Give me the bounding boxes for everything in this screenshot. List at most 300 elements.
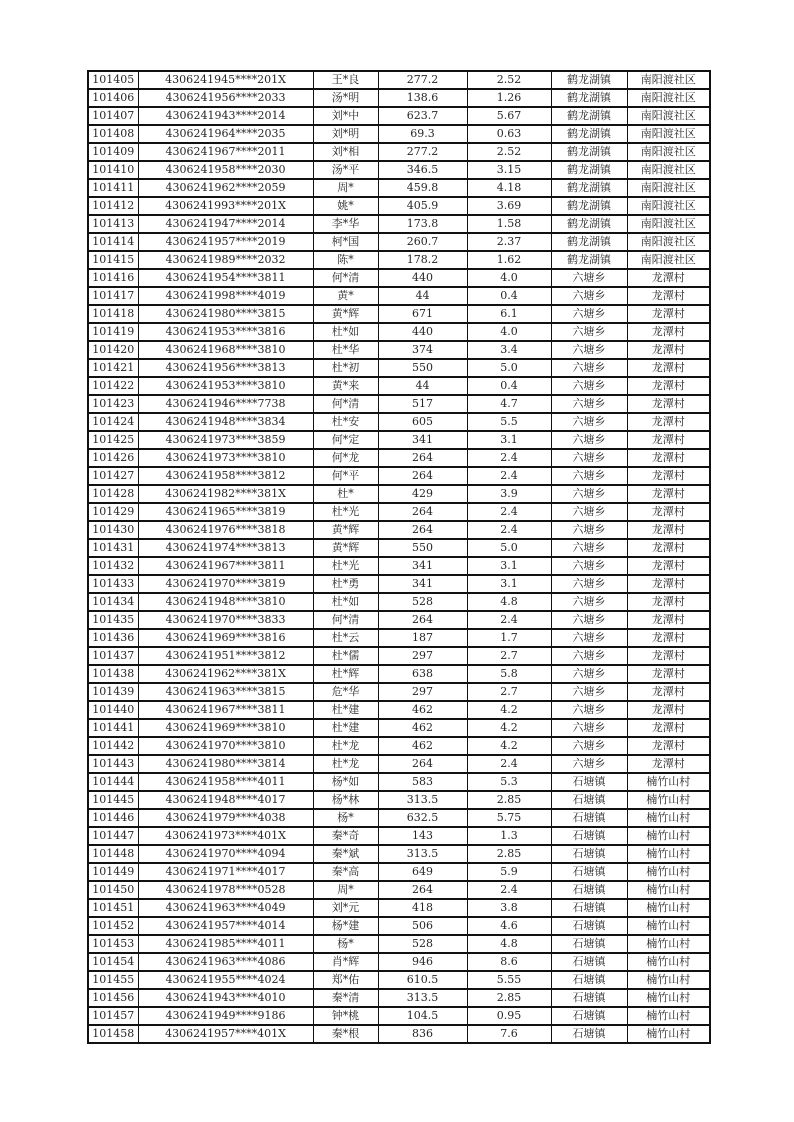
cell-town: 六塘乡 bbox=[551, 413, 627, 431]
cell-village: 龙潭村 bbox=[627, 449, 710, 467]
table-row bbox=[88, 467, 710, 485]
cell-name-masked: 杜*如 bbox=[313, 593, 378, 611]
table-row bbox=[88, 773, 710, 791]
cell-serial-number: 101411 bbox=[88, 179, 138, 197]
cell-village: 龙潭村 bbox=[627, 737, 710, 755]
cell-village: 南阳渡社区 bbox=[627, 215, 710, 233]
cell-amount: 517 bbox=[378, 395, 467, 413]
cell-town: 六塘乡 bbox=[551, 575, 627, 593]
cell-id-number-masked: 4306241956****3813 bbox=[138, 359, 313, 377]
table-row bbox=[88, 755, 710, 773]
cell-name-masked: 黄*辉 bbox=[313, 305, 378, 323]
cell-id-number-masked: 4306241951****3812 bbox=[138, 647, 313, 665]
cell-id-number-masked: 4306241976****3818 bbox=[138, 521, 313, 539]
cell-serial-number: 101419 bbox=[88, 323, 138, 341]
cell-village: 龙潭村 bbox=[627, 413, 710, 431]
table-row bbox=[88, 719, 710, 737]
cell-serial-number: 101407 bbox=[88, 107, 138, 125]
cell-name-masked: 杜*安 bbox=[313, 413, 378, 431]
cell-town: 鹤龙湖镇 bbox=[551, 251, 627, 269]
cell-town: 六塘乡 bbox=[551, 323, 627, 341]
cell-village: 南阳渡社区 bbox=[627, 179, 710, 197]
cell-id-number-masked: 4306241953****3810 bbox=[138, 377, 313, 395]
cell-town: 石塘镇 bbox=[551, 1025, 627, 1043]
cell-amount: 459.8 bbox=[378, 179, 467, 197]
cell-town: 石塘镇 bbox=[551, 917, 627, 935]
cell-area: 4.2 bbox=[467, 719, 551, 737]
cell-town: 六塘乡 bbox=[551, 737, 627, 755]
table-row bbox=[88, 971, 710, 989]
subsidy-roster-table bbox=[87, 70, 711, 1044]
cell-serial-number: 101431 bbox=[88, 539, 138, 557]
cell-area: 2.4 bbox=[467, 449, 551, 467]
cell-village: 南阳渡社区 bbox=[627, 107, 710, 125]
cell-area: 2.4 bbox=[467, 755, 551, 773]
cell-area: 5.0 bbox=[467, 539, 551, 557]
cell-area: 5.8 bbox=[467, 665, 551, 683]
table-row bbox=[88, 71, 710, 89]
cell-serial-number: 101425 bbox=[88, 431, 138, 449]
cell-name-masked: 黄* bbox=[313, 287, 378, 305]
cell-area: 0.4 bbox=[467, 377, 551, 395]
cell-village: 龙潭村 bbox=[627, 521, 710, 539]
cell-town: 石塘镇 bbox=[551, 809, 627, 827]
cell-name-masked: 刘*明 bbox=[313, 125, 378, 143]
cell-area: 4.2 bbox=[467, 737, 551, 755]
cell-amount: 528 bbox=[378, 935, 467, 953]
table-row bbox=[88, 1007, 710, 1025]
table-row bbox=[88, 863, 710, 881]
cell-serial-number: 101454 bbox=[88, 953, 138, 971]
cell-serial-number: 101439 bbox=[88, 683, 138, 701]
cell-town: 六塘乡 bbox=[551, 395, 627, 413]
cell-amount: 836 bbox=[378, 1025, 467, 1043]
cell-id-number-masked: 4306241998****4019 bbox=[138, 287, 313, 305]
cell-area: 2.85 bbox=[467, 989, 551, 1007]
cell-village: 龙潭村 bbox=[627, 755, 710, 773]
cell-name-masked: 王*良 bbox=[313, 71, 378, 89]
cell-name-masked: 姚* bbox=[313, 197, 378, 215]
cell-amount: 605 bbox=[378, 413, 467, 431]
cell-area: 2.7 bbox=[467, 647, 551, 665]
cell-town: 石塘镇 bbox=[551, 935, 627, 953]
cell-name-masked: 杜*辉 bbox=[313, 665, 378, 683]
cell-amount: 623.7 bbox=[378, 107, 467, 125]
table-row bbox=[88, 269, 710, 287]
cell-serial-number: 101423 bbox=[88, 395, 138, 413]
cell-id-number-masked: 4306241947****2014 bbox=[138, 215, 313, 233]
cell-id-number-masked: 4306241971****4017 bbox=[138, 863, 313, 881]
cell-name-masked: 杨*建 bbox=[313, 917, 378, 935]
cell-id-number-masked: 4306241957****401X bbox=[138, 1025, 313, 1043]
cell-id-number-masked: 4306241945****201X bbox=[138, 71, 313, 89]
cell-village: 龙潭村 bbox=[627, 305, 710, 323]
cell-serial-number: 101443 bbox=[88, 755, 138, 773]
cell-town: 石塘镇 bbox=[551, 1007, 627, 1025]
cell-name-masked: 杜*初 bbox=[313, 359, 378, 377]
cell-serial-number: 101446 bbox=[88, 809, 138, 827]
cell-serial-number: 101413 bbox=[88, 215, 138, 233]
cell-town: 石塘镇 bbox=[551, 971, 627, 989]
cell-name-masked: 周* bbox=[313, 179, 378, 197]
cell-amount: 104.5 bbox=[378, 1007, 467, 1025]
cell-amount: 297 bbox=[378, 647, 467, 665]
cell-area: 2.4 bbox=[467, 611, 551, 629]
cell-name-masked: 杜*建 bbox=[313, 719, 378, 737]
cell-name-masked: 秦*高 bbox=[313, 863, 378, 881]
cell-id-number-masked: 4306241967****3811 bbox=[138, 701, 313, 719]
cell-serial-number: 101420 bbox=[88, 341, 138, 359]
cell-serial-number: 101441 bbox=[88, 719, 138, 737]
cell-serial-number: 101433 bbox=[88, 575, 138, 593]
cell-amount: 138.6 bbox=[378, 89, 467, 107]
cell-town: 鹤龙湖镇 bbox=[551, 89, 627, 107]
cell-id-number-masked: 4306241964****2035 bbox=[138, 125, 313, 143]
cell-id-number-masked: 4306241957****2019 bbox=[138, 233, 313, 251]
cell-area: 3.4 bbox=[467, 341, 551, 359]
cell-name-masked: 黄*辉 bbox=[313, 539, 378, 557]
cell-village: 南阳渡社区 bbox=[627, 233, 710, 251]
cell-name-masked: 杜*如 bbox=[313, 323, 378, 341]
table-row bbox=[88, 683, 710, 701]
table-row bbox=[88, 935, 710, 953]
cell-town: 鹤龙湖镇 bbox=[551, 215, 627, 233]
cell-id-number-masked: 4306241970****3833 bbox=[138, 611, 313, 629]
cell-serial-number: 101416 bbox=[88, 269, 138, 287]
cell-town: 六塘乡 bbox=[551, 521, 627, 539]
cell-id-number-masked: 4306241967****2011 bbox=[138, 143, 313, 161]
cell-village: 龙潭村 bbox=[627, 575, 710, 593]
table-row bbox=[88, 809, 710, 827]
cell-village: 龙潭村 bbox=[627, 557, 710, 575]
cell-town: 六塘乡 bbox=[551, 539, 627, 557]
cell-area: 5.75 bbox=[467, 809, 551, 827]
cell-area: 2.4 bbox=[467, 467, 551, 485]
table-row bbox=[88, 647, 710, 665]
cell-id-number-masked: 4306241970****4094 bbox=[138, 845, 313, 863]
cell-name-masked: 何*清 bbox=[313, 611, 378, 629]
table-row bbox=[88, 107, 710, 125]
cell-amount: 632.5 bbox=[378, 809, 467, 827]
cell-town: 六塘乡 bbox=[551, 683, 627, 701]
cell-serial-number: 101434 bbox=[88, 593, 138, 611]
table-row bbox=[88, 197, 710, 215]
table-row bbox=[88, 287, 710, 305]
cell-amount: 610.5 bbox=[378, 971, 467, 989]
cell-town: 鹤龙湖镇 bbox=[551, 125, 627, 143]
cell-name-masked: 秦*清 bbox=[313, 989, 378, 1007]
cell-id-number-masked: 4306241956****2033 bbox=[138, 89, 313, 107]
cell-id-number-masked: 4306241958****3812 bbox=[138, 467, 313, 485]
cell-serial-number: 101429 bbox=[88, 503, 138, 521]
table-row bbox=[88, 251, 710, 269]
cell-amount: 277.2 bbox=[378, 143, 467, 161]
cell-name-masked: 杜*建 bbox=[313, 701, 378, 719]
cell-amount: 264 bbox=[378, 881, 467, 899]
cell-town: 六塘乡 bbox=[551, 755, 627, 773]
cell-town: 六塘乡 bbox=[551, 287, 627, 305]
cell-serial-number: 101408 bbox=[88, 125, 138, 143]
cell-amount: 264 bbox=[378, 755, 467, 773]
cell-name-masked: 陈* bbox=[313, 251, 378, 269]
cell-village: 南阳渡社区 bbox=[627, 143, 710, 161]
cell-village: 龙潭村 bbox=[627, 269, 710, 287]
cell-amount: 173.8 bbox=[378, 215, 467, 233]
cell-serial-number: 101422 bbox=[88, 377, 138, 395]
table-row bbox=[88, 575, 710, 593]
table-row bbox=[88, 539, 710, 557]
cell-town: 鹤龙湖镇 bbox=[551, 179, 627, 197]
cell-area: 1.26 bbox=[467, 89, 551, 107]
cell-amount: 462 bbox=[378, 701, 467, 719]
cell-town: 鹤龙湖镇 bbox=[551, 197, 627, 215]
cell-name-masked: 刘*相 bbox=[313, 143, 378, 161]
cell-id-number-masked: 4306241963****4086 bbox=[138, 953, 313, 971]
cell-amount: 260.7 bbox=[378, 233, 467, 251]
cell-id-number-masked: 4306241948****3834 bbox=[138, 413, 313, 431]
table-row bbox=[88, 557, 710, 575]
cell-name-masked: 杜*华 bbox=[313, 341, 378, 359]
cell-name-masked: 何*定 bbox=[313, 431, 378, 449]
cell-name-masked: 杜*光 bbox=[313, 503, 378, 521]
cell-serial-number: 101451 bbox=[88, 899, 138, 917]
cell-village: 龙潭村 bbox=[627, 665, 710, 683]
table-row bbox=[88, 215, 710, 233]
cell-amount: 374 bbox=[378, 341, 467, 359]
cell-area: 0.4 bbox=[467, 287, 551, 305]
table-row bbox=[88, 305, 710, 323]
cell-id-number-masked: 4306241978****0528 bbox=[138, 881, 313, 899]
cell-village: 龙潭村 bbox=[627, 359, 710, 377]
table-row bbox=[88, 665, 710, 683]
cell-id-number-masked: 4306241970****3810 bbox=[138, 737, 313, 755]
cell-id-number-masked: 4306241968****3810 bbox=[138, 341, 313, 359]
cell-serial-number: 101435 bbox=[88, 611, 138, 629]
cell-village: 楠竹山村 bbox=[627, 1007, 710, 1025]
cell-town: 六塘乡 bbox=[551, 431, 627, 449]
cell-amount: 264 bbox=[378, 503, 467, 521]
cell-serial-number: 101421 bbox=[88, 359, 138, 377]
cell-village: 龙潭村 bbox=[627, 629, 710, 647]
cell-town: 石塘镇 bbox=[551, 863, 627, 881]
cell-amount: 528 bbox=[378, 593, 467, 611]
cell-name-masked: 郑*佑 bbox=[313, 971, 378, 989]
cell-name-masked: 杨*林 bbox=[313, 791, 378, 809]
cell-id-number-masked: 4306241965****3819 bbox=[138, 503, 313, 521]
cell-amount: 638 bbox=[378, 665, 467, 683]
cell-name-masked: 汤*明 bbox=[313, 89, 378, 107]
cell-name-masked: 汤*平 bbox=[313, 161, 378, 179]
cell-area: 2.52 bbox=[467, 71, 551, 89]
cell-serial-number: 101409 bbox=[88, 143, 138, 161]
cell-serial-number: 101444 bbox=[88, 773, 138, 791]
cell-area: 4.8 bbox=[467, 935, 551, 953]
cell-name-masked: 杨* bbox=[313, 809, 378, 827]
table-row bbox=[88, 611, 710, 629]
cell-amount: 178.2 bbox=[378, 251, 467, 269]
cell-area: 5.9 bbox=[467, 863, 551, 881]
cell-name-masked: 柯*国 bbox=[313, 233, 378, 251]
cell-amount: 341 bbox=[378, 575, 467, 593]
table-row bbox=[88, 449, 710, 467]
cell-area: 8.6 bbox=[467, 953, 551, 971]
cell-village: 龙潭村 bbox=[627, 503, 710, 521]
cell-area: 1.7 bbox=[467, 629, 551, 647]
cell-id-number-masked: 4306241963****4049 bbox=[138, 899, 313, 917]
cell-village: 龙潭村 bbox=[627, 431, 710, 449]
cell-amount: 143 bbox=[378, 827, 467, 845]
cell-village: 龙潭村 bbox=[627, 719, 710, 737]
cell-amount: 418 bbox=[378, 899, 467, 917]
cell-id-number-masked: 4306241948****4017 bbox=[138, 791, 313, 809]
cell-village: 龙潭村 bbox=[627, 341, 710, 359]
cell-area: 4.18 bbox=[467, 179, 551, 197]
cell-amount: 649 bbox=[378, 863, 467, 881]
cell-area: 2.4 bbox=[467, 503, 551, 521]
cell-id-number-masked: 4306241948****3810 bbox=[138, 593, 313, 611]
cell-name-masked: 秦*斌 bbox=[313, 845, 378, 863]
cell-village: 楠竹山村 bbox=[627, 899, 710, 917]
cell-area: 5.3 bbox=[467, 773, 551, 791]
cell-area: 2.37 bbox=[467, 233, 551, 251]
cell-area: 4.6 bbox=[467, 917, 551, 935]
cell-serial-number: 101448 bbox=[88, 845, 138, 863]
cell-village: 楠竹山村 bbox=[627, 953, 710, 971]
table-row bbox=[88, 521, 710, 539]
table-row bbox=[88, 701, 710, 719]
cell-village: 楠竹山村 bbox=[627, 989, 710, 1007]
cell-town: 鹤龙湖镇 bbox=[551, 71, 627, 89]
cell-area: 1.58 bbox=[467, 215, 551, 233]
cell-area: 5.0 bbox=[467, 359, 551, 377]
cell-name-masked: 杨*如 bbox=[313, 773, 378, 791]
cell-amount: 264 bbox=[378, 449, 467, 467]
cell-serial-number: 101436 bbox=[88, 629, 138, 647]
cell-serial-number: 101424 bbox=[88, 413, 138, 431]
cell-id-number-masked: 4306241969****3810 bbox=[138, 719, 313, 737]
cell-town: 六塘乡 bbox=[551, 467, 627, 485]
table-row bbox=[88, 737, 710, 755]
cell-name-masked: 李*华 bbox=[313, 215, 378, 233]
table-row bbox=[88, 431, 710, 449]
table-row bbox=[88, 629, 710, 647]
cell-area: 7.6 bbox=[467, 1025, 551, 1043]
cell-serial-number: 101430 bbox=[88, 521, 138, 539]
cell-town: 六塘乡 bbox=[551, 593, 627, 611]
cell-name-masked: 杜*儒 bbox=[313, 647, 378, 665]
cell-village: 楠竹山村 bbox=[627, 845, 710, 863]
cell-village: 楠竹山村 bbox=[627, 773, 710, 791]
cell-serial-number: 101452 bbox=[88, 917, 138, 935]
cell-town: 六塘乡 bbox=[551, 701, 627, 719]
table-row bbox=[88, 125, 710, 143]
cell-name-masked: 何*清 bbox=[313, 269, 378, 287]
cell-serial-number: 101437 bbox=[88, 647, 138, 665]
cell-name-masked: 秦*奇 bbox=[313, 827, 378, 845]
cell-village: 楠竹山村 bbox=[627, 917, 710, 935]
cell-village: 龙潭村 bbox=[627, 647, 710, 665]
cell-id-number-masked: 4306241943****4010 bbox=[138, 989, 313, 1007]
cell-area: 5.55 bbox=[467, 971, 551, 989]
cell-amount: 44 bbox=[378, 377, 467, 395]
cell-serial-number: 101432 bbox=[88, 557, 138, 575]
cell-serial-number: 101427 bbox=[88, 467, 138, 485]
table-row bbox=[88, 89, 710, 107]
cell-town: 六塘乡 bbox=[551, 485, 627, 503]
table-row bbox=[88, 359, 710, 377]
cell-id-number-masked: 4306241949****9186 bbox=[138, 1007, 313, 1025]
cell-village: 南阳渡社区 bbox=[627, 251, 710, 269]
table-row bbox=[88, 917, 710, 935]
cell-id-number-masked: 4306241979****4038 bbox=[138, 809, 313, 827]
cell-area: 2.7 bbox=[467, 683, 551, 701]
cell-id-number-masked: 4306241993****201X bbox=[138, 197, 313, 215]
cell-id-number-masked: 4306241962****381X bbox=[138, 665, 313, 683]
cell-area: 3.1 bbox=[467, 431, 551, 449]
cell-id-number-masked: 4306241962****2059 bbox=[138, 179, 313, 197]
cell-name-masked: 杜*光 bbox=[313, 557, 378, 575]
cell-id-number-masked: 4306241953****3816 bbox=[138, 323, 313, 341]
cell-town: 六塘乡 bbox=[551, 377, 627, 395]
cell-town: 六塘乡 bbox=[551, 449, 627, 467]
cell-amount: 583 bbox=[378, 773, 467, 791]
cell-name-masked: 秦*根 bbox=[313, 1025, 378, 1043]
cell-name-masked: 肖*辉 bbox=[313, 953, 378, 971]
cell-area: 1.62 bbox=[467, 251, 551, 269]
cell-village: 龙潭村 bbox=[627, 323, 710, 341]
cell-town: 石塘镇 bbox=[551, 773, 627, 791]
cell-village: 楠竹山村 bbox=[627, 971, 710, 989]
cell-village: 南阳渡社区 bbox=[627, 71, 710, 89]
cell-serial-number: 101417 bbox=[88, 287, 138, 305]
cell-serial-number: 101449 bbox=[88, 863, 138, 881]
cell-serial-number: 101406 bbox=[88, 89, 138, 107]
cell-name-masked: 杜* bbox=[313, 485, 378, 503]
cell-amount: 44 bbox=[378, 287, 467, 305]
cell-amount: 440 bbox=[378, 323, 467, 341]
table-row bbox=[88, 503, 710, 521]
cell-area: 4.0 bbox=[467, 269, 551, 287]
cell-amount: 671 bbox=[378, 305, 467, 323]
table-row bbox=[88, 341, 710, 359]
cell-id-number-masked: 4306241958****2030 bbox=[138, 161, 313, 179]
cell-serial-number: 101445 bbox=[88, 791, 138, 809]
cell-village: 龙潭村 bbox=[627, 287, 710, 305]
cell-village: 龙潭村 bbox=[627, 593, 710, 611]
cell-serial-number: 101428 bbox=[88, 485, 138, 503]
cell-id-number-masked: 4306241982****381X bbox=[138, 485, 313, 503]
cell-id-number-masked: 4306241989****2032 bbox=[138, 251, 313, 269]
cell-serial-number: 101458 bbox=[88, 1025, 138, 1043]
cell-id-number-masked: 4306241955****4024 bbox=[138, 971, 313, 989]
cell-id-number-masked: 4306241973****3859 bbox=[138, 431, 313, 449]
cell-id-number-masked: 4306241973****401X bbox=[138, 827, 313, 845]
cell-village: 龙潭村 bbox=[627, 395, 710, 413]
table-row bbox=[88, 899, 710, 917]
cell-name-masked: 黄*来 bbox=[313, 377, 378, 395]
cell-amount: 341 bbox=[378, 557, 467, 575]
cell-serial-number: 101453 bbox=[88, 935, 138, 953]
cell-area: 2.4 bbox=[467, 521, 551, 539]
cell-area: 4.7 bbox=[467, 395, 551, 413]
cell-village: 龙潭村 bbox=[627, 611, 710, 629]
cell-amount: 277.2 bbox=[378, 71, 467, 89]
table-body bbox=[88, 71, 710, 1043]
cell-id-number-masked: 4306241969****3816 bbox=[138, 629, 313, 647]
table-row bbox=[88, 881, 710, 899]
cell-amount: 462 bbox=[378, 719, 467, 737]
cell-town: 石塘镇 bbox=[551, 845, 627, 863]
